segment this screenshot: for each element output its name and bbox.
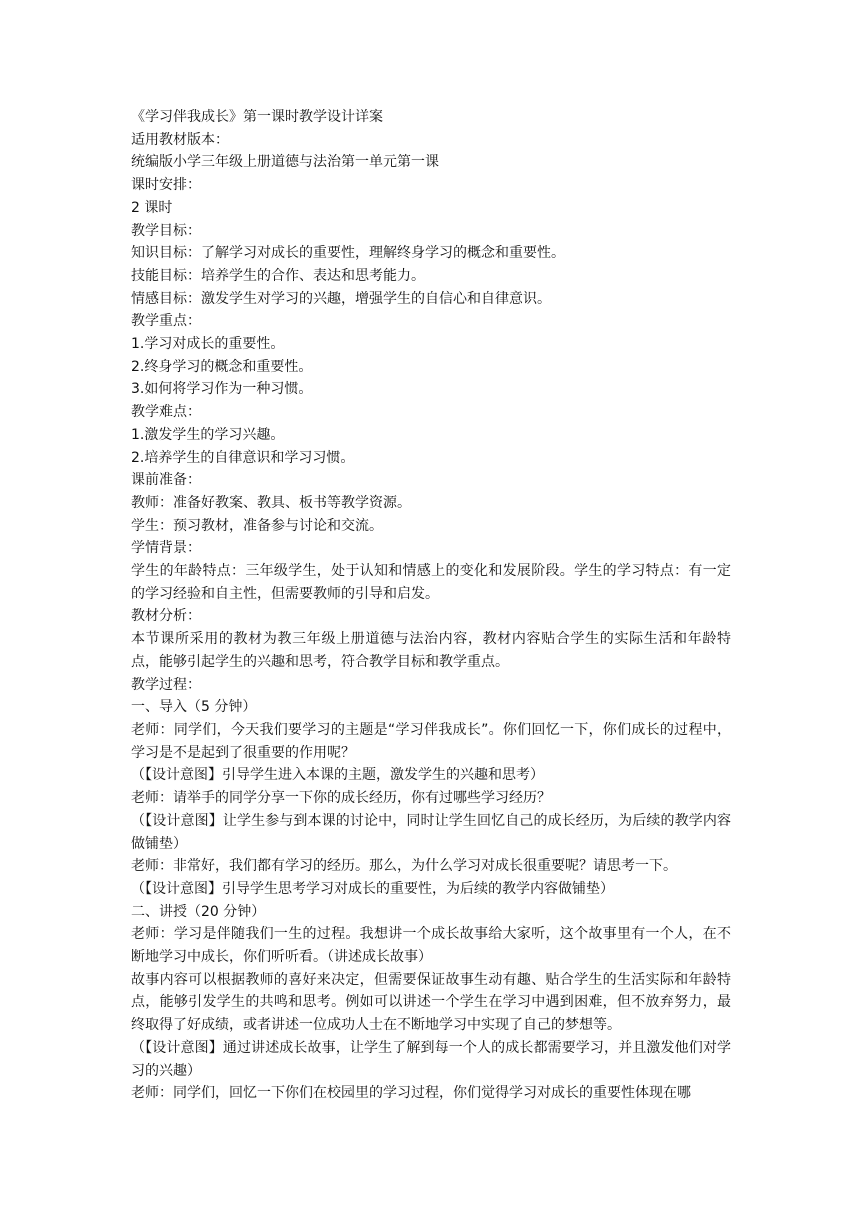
paragraph: 故事内容可以根据教师的喜好来决定，但需要保证故事生动有趣、贴合学生的生活实际和年龄特点，能够引发学生的共鸣和思考。例如可以讲述一个学生在学习中遇到困难，但不放弃努力，最终取得了好成绩，或者讲述一位成功人士在不断地学习中实现了自己的梦想等。 [131, 971, 731, 1034]
section-heading: 教材分析： [131, 608, 201, 625]
paragraph: 老师：非常好，我们都有学习的经历。那么，为什么学习对成长很重要呢？请思考一下。 [131, 858, 677, 875]
section-heading: 一、导入（5 分钟） [131, 699, 257, 716]
section-heading: 适用教材版本： [131, 131, 229, 148]
paragraph: 教师：准备好教案、教具、板书等教学资源。 [131, 494, 411, 511]
paragraph: 老师：同学们，今天我们要学习的主题是“学习伴我成长”。你们回忆一下，你们成长的过程中，学习是不是起到了很重要的作用呢？ [131, 721, 731, 761]
paragraph: 2 课时 [131, 199, 173, 216]
design-intent-note: （【设计意图】通过讲述成长故事，让学生了解到每一个人的成长都需要学习，并且激发他们对学习的兴趣） [131, 1039, 731, 1079]
paragraph: 本节课所采用的教材为教三年级上册道德与法治内容，教材内容贴合学生的实际生活和年龄特点，能够引起学生的兴趣和思考，符合教学目标和教学重点。 [131, 631, 731, 670]
list-item: 1.激发学生的学习兴趣。 [131, 426, 285, 443]
paragraph: 老师：学习是伴随我们一生的过程。我想讲一个成长故事给大家听，这个故事里有一个人，在不断地学习中成长，你们听听看。（讲述成长故事） [131, 926, 731, 966]
section-heading: 教学难点： [131, 404, 201, 421]
section-heading: 课时安排： [131, 177, 201, 194]
section-heading: 教学重点： [131, 313, 201, 330]
paragraph: 知识目标：了解学习对成长的重要性，理解终身学习的概念和重要性。 [131, 245, 565, 262]
design-intent-note: （【设计意图】引导学生进入本课的主题，激发学生的兴趣和思考） [131, 767, 544, 784]
list-item: 3.如何将学习作为一种习惯。 [131, 381, 313, 398]
list-item: 1.学习对成长的重要性。 [131, 336, 285, 353]
design-intent-note: （【设计意图】引导学生思考学习对成长的重要性，为后续的教学内容做铺垫） [131, 880, 614, 897]
paragraph: 情感目标：激发学生对学习的兴趣，增强学生的自信心和自律意识。 [131, 290, 551, 307]
paragraph: 老师：请举手的同学分享一下你的成长经历，你有过哪些学习经历？ [131, 790, 551, 807]
section-heading: 教学目标： [131, 222, 201, 239]
list-item: 2.终身学习的概念和重要性。 [131, 358, 313, 375]
design-intent-note: （【设计意图】让学生参与到本课的讨论中，同时让学生回忆自己的成长经历，为后续的教学内容做铺垫） [131, 812, 731, 852]
document-title: 《学习伴我成长》第一课时教学设计详案 [131, 109, 383, 125]
paragraph: 学生的年龄特点：三年级学生，处于认知和情感上的变化和发展阶段。学生的学习特点：有一定的学习经验和自主性，但需要教师的引导和启发。 [131, 563, 731, 602]
section-heading: 学情背景： [131, 540, 201, 557]
paragraph: 老师：同学们，回忆一下你们在校园里的学习过程，你们觉得学习对成长的重要性体现在哪 [131, 1085, 691, 1102]
list-item: 2.培养学生的自律意识和学习习惯。 [131, 449, 355, 466]
section-heading: 二、讲授（20 分钟） [131, 903, 266, 920]
section-heading: 课前准备： [131, 472, 201, 489]
paragraph: 统编版小学三年级上册道德与法治第一单元第一课 [131, 154, 439, 171]
paragraph: 技能目标：培养学生的合作、表达和思考能力。 [131, 267, 425, 284]
paragraph: 学生：预习教材，准备参与讨论和交流。 [131, 517, 383, 534]
document-page [131, 106, 731, 1105]
section-heading: 教学过程： [131, 676, 201, 693]
